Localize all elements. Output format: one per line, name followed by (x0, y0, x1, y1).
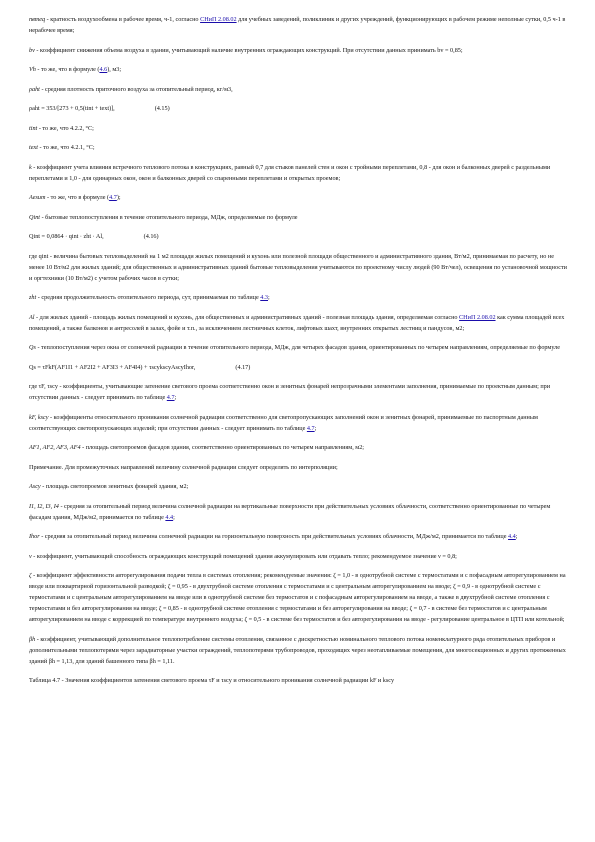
paragraph (29, 142, 569, 153)
paragraph (29, 531, 569, 542)
symbol-term: Qint (29, 213, 41, 221)
text-run: ; (268, 294, 270, 301)
reference-link[interactable]: 4.6 (99, 66, 108, 73)
symbol-term: Vh (29, 66, 36, 73)
text-run: - кратность воздухообмена в рабочее время, ч-1, согласно (45, 16, 201, 23)
text-run: - теплопоступления через окна от солнечной радиации в течение отопительного периода, МДж, для четырех фасадов здания, ориентированных по четырем направлениям, определяемые по формуле (35, 344, 561, 351)
text-run: ; (174, 394, 177, 401)
symbol-term: βh (29, 635, 36, 643)
paragraph (29, 162, 569, 184)
paragraph (29, 675, 569, 686)
paragraph (29, 551, 569, 562)
paragraph (29, 251, 569, 284)
text-run: - коэффициент эффективности авторегулирования подачи тепла в системах отопления; рекомендуемые значения: ζ = 1,0 - в однотрубной системе с термостатами и с пофасадным авторегулированием на вводе или поквартирной горизонтальной разводкой; ζ = 0,95 - в двухтрубной системе отопления с термостатами и с центральным авторегулированием на вводе; ζ = 0,9 - в однотрубной системе с термостатами и с центральным авторегулированием на вводе или в однотрубной системе без термостатов и с пофасадным авторегулированием на вводе, а также в двухтрубной системе отопления с термостатами и без авторегулирования на вводе; ζ = 0,85 - в однотрубной системе отопления с термостатами и без авторегулирования на вводе; ζ = 0,7 - в системе без термостатов и с центральным авторегулированием на вводе с коррекцией по температуре внутреннего воздуха; ζ = 0,5 - в системе без термостатов и без авторегулирования на вводе - регулирование центральное в ЦТП или котельной; (29, 572, 566, 623)
text-run: - площадь светопроемов фасадов здания, соответственно ориентированных по четырем направлениям, м2; (80, 444, 365, 451)
paragraph (29, 412, 569, 434)
formula-line (29, 231, 569, 242)
symbol-term: Al (29, 313, 35, 321)
formula-number: (4.15) (154, 105, 170, 112)
symbol-term: I1, I2, I3, I4 (29, 502, 59, 510)
text-run: - средняя за отопительный период величина солнечной радиации на вертикальные поверхности при действительных условиях облачности, соответственно ориентированные по четырем фасадам здания, МДж/м2, принимается по таблице (29, 502, 551, 521)
paragraph (29, 212, 569, 223)
reference-link[interactable]: 4.7 (109, 194, 117, 201)
paragraph (29, 14, 569, 36)
formula-line (29, 362, 569, 373)
formula-line (29, 103, 569, 114)
paragraph (29, 292, 569, 303)
formula-number: (4.17) (235, 363, 251, 371)
symbol-term: k (29, 163, 32, 171)
reference-link[interactable]: 4.4 (508, 533, 516, 540)
symbol-term: ρаht (29, 85, 40, 93)
text-run: для учебных заведений, поликлиник и других учреждений, функционирующих в рабочем режиме неполные сутки, 0,5 ч-1 в нерабочее время; (29, 16, 566, 34)
symbol-term: kF, kscy (29, 413, 49, 421)
paragraph (29, 501, 569, 523)
symbol-term: bv (29, 46, 35, 54)
symbol-term: nвтеq (29, 16, 46, 23)
symbol-term: zht (29, 294, 37, 301)
formula-number: (4.16) (143, 233, 159, 240)
paragraph (29, 123, 569, 134)
text-run: ; (515, 533, 518, 540)
symbol-term: ν (29, 552, 32, 560)
paragraph (29, 312, 569, 334)
paragraph (29, 442, 569, 453)
symbol-term: Ihor (29, 533, 40, 540)
paragraph (29, 381, 569, 403)
text-run: - средняя продолжительность отопительного периода, сут, принимаемая по таблице (36, 294, 261, 301)
symbol-term: tint (29, 124, 38, 132)
text-run: - коэффициент, учитывающий способность ограждающих конструкций помещений здания аккумулировать или отдавать тепло; рекомендуемое значение ν = 0,8; (31, 552, 457, 560)
formula: Qs = τFkF(AF1I1 + AF2I2 + AF3I3 + AF4I4) + τscykscyAscyIhor, (29, 363, 196, 371)
symbol-term: Qs (29, 344, 36, 351)
formula: ρаht = 353/[273 + 0,5(tint + text)], (29, 105, 115, 112)
symbol-term: AF1, AF2, AF3, AF4 (29, 444, 81, 451)
text-run: - коэффициенты относительного проникания солнечной радиации соответственно для светопропускающих заполнений окон и зенитных фонарей, принимаемые по паспортным данным соответствующих светопропускающих изделий; при отсутствии данных - следует принимать по таблице (29, 413, 538, 432)
text-run: - площадь светопроемов зенитных фонарей здания, м2; (40, 483, 189, 490)
text-run: - коэффициент, учитывающий дополнительное теплопотребление системы отопления, связанное с дискретностью номинального теплового потока номенклатурного ряда отопительных приборов и дополнительными теплопотерями через зарадиаторные участки ограждений, теплопотерями трубопроводов, проходящих через неотапливаемые помещения, для многосекционных и других протяженных зданий βh = 1,13, для зданий башенного типа βh = 1,11. (29, 635, 566, 665)
text-run: - коэффициент учета влияния встречного теплового потока в конструкциях, равный 0,7 для стыков панелей стен и окон с тройными переплетами, 0,8 - для окон и балконных дверей с раздельными переплетами и 1,0 - для одинарных окон, окон и балконных дверей со спаренными переплетами и открытых проемов; (29, 163, 551, 182)
text-run: ), м3; (107, 66, 122, 73)
paragraph (29, 634, 569, 667)
text-run: Таблица 4.7 - Значения коэффициентов затенения светового проема τF и τscy и относительного проникания солнечной радиации kF и kscy (29, 677, 395, 684)
text-run: - средняя за отопительный период величина солнечной радиации на горизонтальную поверхность при действительных условиях облачности, МДж/м2, принимается по таблице (39, 533, 509, 540)
reference-link[interactable]: СНиП 2.08.02 (459, 313, 496, 321)
text-run: - то же, что в формуле ( (35, 66, 100, 73)
text-run: где qint - величина бытовых тепловыделений на 1 м2 площади жилых помещений и кухонь или полезной площади общественного и административного здания, Вт/м2, принимаемая по расчету, но не менее 10 Вт/м2 для жилых зданий; для общественных и административных зданий бытовые тепловыделения учитываются по проектному числу людей (90 Вт/чел), освещения по установочной мощности и оргтехники (10 Вт/м2) с учетом рабочих часов в сутки; (29, 252, 567, 282)
paragraph (29, 45, 569, 56)
text-run: - бытовые теплопоступления в течение отопительного периода, МДж, определяемые по формуле (40, 213, 298, 221)
text-run: ; (314, 424, 317, 432)
paragraph (29, 192, 569, 203)
text-run: - коэффициент снижения объема воздуха в здании, учитывающий наличие внутренних ограждающих конструкций. При отсутствии данных принимать bv = 0,85; (34, 46, 463, 54)
text-run: - то же, что 4.2.2, °C; (37, 124, 94, 132)
paragraph (29, 570, 569, 625)
text-run: ); (116, 194, 121, 201)
document-body (29, 14, 569, 695)
text-run: - для жилых зданий - площадь жилых помещений и кухонь, для общественных и административных зданий - полезная площадь здания, определяемая согласно (34, 313, 460, 321)
text-run: ; (173, 513, 175, 521)
paragraph (29, 481, 569, 492)
paragraph (29, 84, 569, 95)
text-run: где τF, τscy - коэффициенты, учитывающие затенение светового проема соответственно окон и зенитных фонарей непрозрачными элементами заполнения, принимаемые по проектным данным; при отсутствии данных - следует принимать по таблице (29, 383, 551, 401)
symbol-term: ζ (29, 572, 32, 579)
reference-link[interactable]: 4.3 (260, 294, 269, 301)
paragraph (29, 64, 569, 75)
text-run: как сумма площадей всех помещений, а также балконов и антресолей в залах, фойе и т.п., за исключением лестничных клеток, лифтовых шахт, внутренних открытых лестниц и пандусов, м2; (29, 313, 565, 332)
text-run: - средняя плотность приточного воздуха за отопительный период, кг/м3, (39, 85, 233, 93)
reference-link[interactable]: СНиП 2.08.02 (200, 16, 237, 23)
text-run: - то же, что в формуле ( (45, 194, 110, 201)
paragraph (29, 462, 569, 473)
symbol-term: Aesum (29, 194, 46, 201)
reference-link[interactable]: 4.7 (166, 394, 175, 401)
symbol-term: text (29, 144, 38, 151)
reference-link[interactable]: 4.4 (165, 513, 174, 521)
text-run: - то же, что 4.2.1, °C; (37, 144, 95, 151)
reference-link[interactable]: 4.7 (306, 424, 315, 432)
paragraph (29, 342, 569, 353)
symbol-term: Ascy (29, 483, 41, 490)
text-run: Примечание. Для промежуточных направлений величину солнечной радиации следует определять по интерполяции; (29, 463, 338, 471)
formula: Qint = 0,0864 · qint · zht · Al, (29, 233, 104, 240)
